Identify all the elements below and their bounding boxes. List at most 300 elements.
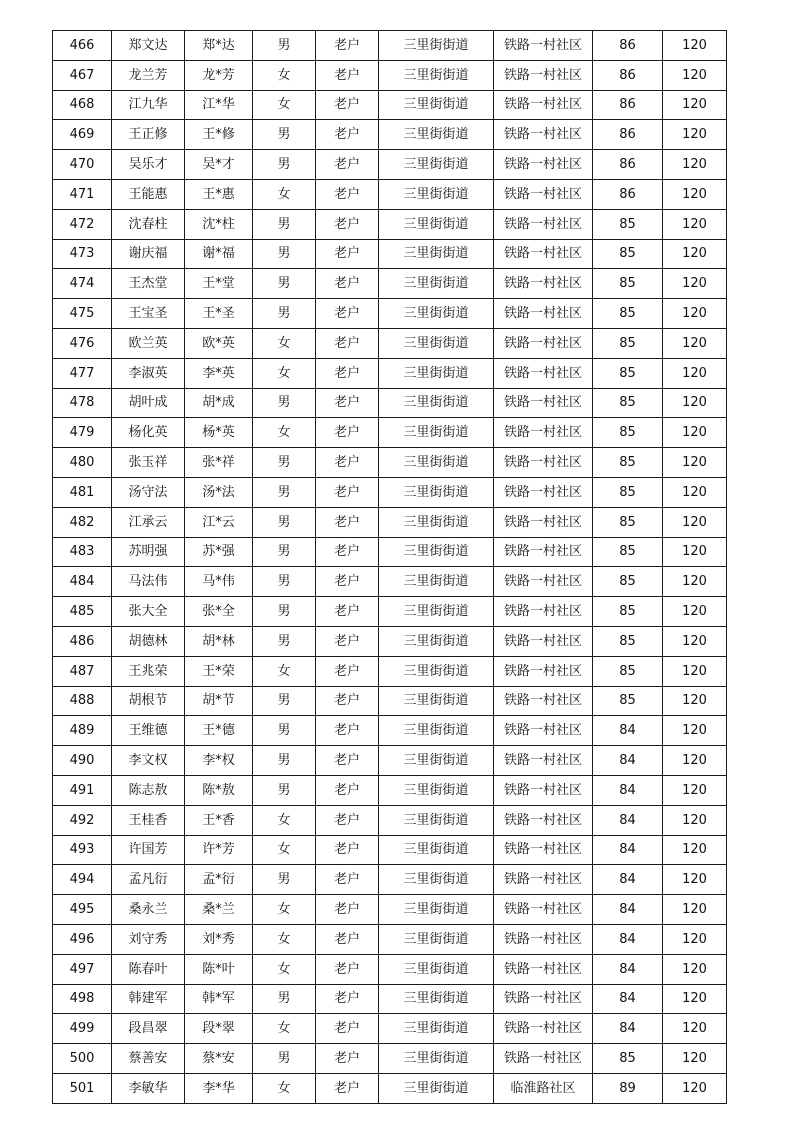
amount-cell: 120 [663, 954, 727, 984]
full-name-cell: 谢庆福 [112, 239, 185, 269]
table-row [53, 865, 727, 895]
masked-name-cell: 胡*成 [185, 388, 253, 418]
age-cell: 86 [593, 150, 663, 180]
household-type-cell: 老户 [316, 150, 379, 180]
masked-name-cell: 江*云 [185, 507, 253, 537]
gender-cell: 男 [253, 239, 316, 269]
household-type-cell: 老户 [316, 418, 379, 448]
gender-cell: 男 [253, 388, 316, 418]
household-type-cell: 老户 [316, 984, 379, 1014]
serial-number-cell: 478 [53, 388, 112, 418]
amount-cell: 120 [663, 746, 727, 776]
street-cell: 三里街街道 [379, 60, 494, 90]
street-cell: 三里街街道 [379, 686, 494, 716]
gender-cell: 女 [253, 835, 316, 865]
gender-cell: 女 [253, 1073, 316, 1103]
table-row [53, 358, 727, 388]
masked-name-cell: 江*华 [185, 90, 253, 120]
table-row [53, 269, 727, 299]
serial-number-cell: 469 [53, 120, 112, 150]
community-cell: 铁路一村社区 [494, 358, 593, 388]
community-cell: 铁路一村社区 [494, 60, 593, 90]
table-row [53, 477, 727, 507]
household-type-cell: 老户 [316, 90, 379, 120]
community-cell: 铁路一村社区 [494, 150, 593, 180]
amount-cell: 120 [663, 239, 727, 269]
table-row [53, 60, 727, 90]
masked-name-cell: 胡*林 [185, 626, 253, 656]
age-cell: 84 [593, 716, 663, 746]
full-name-cell: 刘守秀 [112, 924, 185, 954]
gender-cell: 男 [253, 626, 316, 656]
household-type-cell: 老户 [316, 924, 379, 954]
age-cell: 85 [593, 418, 663, 448]
full-name-cell: 王正修 [112, 120, 185, 150]
street-cell: 三里街街道 [379, 537, 494, 567]
serial-number-cell: 473 [53, 239, 112, 269]
serial-number-cell: 479 [53, 418, 112, 448]
community-cell: 铁路一村社区 [494, 179, 593, 209]
table-row [53, 686, 727, 716]
household-type-cell: 老户 [316, 299, 379, 329]
table-row [53, 597, 727, 627]
gender-cell: 男 [253, 865, 316, 895]
amount-cell: 120 [663, 418, 727, 448]
amount-cell: 120 [663, 895, 727, 925]
gender-cell: 女 [253, 895, 316, 925]
community-cell: 铁路一村社区 [494, 328, 593, 358]
amount-cell: 120 [663, 537, 727, 567]
masked-name-cell: 张*祥 [185, 448, 253, 478]
gender-cell: 女 [253, 418, 316, 448]
masked-name-cell: 杨*英 [185, 418, 253, 448]
gender-cell: 男 [253, 716, 316, 746]
table-row [53, 1044, 727, 1074]
community-cell: 铁路一村社区 [494, 895, 593, 925]
full-name-cell: 孟凡衍 [112, 865, 185, 895]
street-cell: 三里街街道 [379, 775, 494, 805]
masked-name-cell: 韩*军 [185, 984, 253, 1014]
masked-name-cell: 苏*强 [185, 537, 253, 567]
gender-cell: 男 [253, 746, 316, 776]
serial-number-cell: 495 [53, 895, 112, 925]
masked-name-cell: 吴*才 [185, 150, 253, 180]
masked-name-cell: 欧*英 [185, 328, 253, 358]
masked-name-cell: 张*全 [185, 597, 253, 627]
street-cell: 三里街街道 [379, 239, 494, 269]
amount-cell: 120 [663, 567, 727, 597]
community-cell: 铁路一村社区 [494, 120, 593, 150]
age-cell: 85 [593, 269, 663, 299]
street-cell: 三里街街道 [379, 597, 494, 627]
community-cell: 铁路一村社区 [494, 90, 593, 120]
community-cell: 铁路一村社区 [494, 567, 593, 597]
table-row [53, 90, 727, 120]
full-name-cell: 陈志敖 [112, 775, 185, 805]
household-type-cell: 老户 [316, 1073, 379, 1103]
amount-cell: 120 [663, 358, 727, 388]
street-cell: 三里街街道 [379, 150, 494, 180]
household-type-cell: 老户 [316, 328, 379, 358]
age-cell: 85 [593, 239, 663, 269]
masked-name-cell: 王*香 [185, 805, 253, 835]
gender-cell: 女 [253, 60, 316, 90]
age-cell: 85 [593, 686, 663, 716]
full-name-cell: 陈春叶 [112, 954, 185, 984]
age-cell: 84 [593, 865, 663, 895]
amount-cell: 120 [663, 924, 727, 954]
street-cell: 三里街街道 [379, 865, 494, 895]
serial-number-cell: 493 [53, 835, 112, 865]
age-cell: 85 [593, 656, 663, 686]
age-cell: 85 [593, 1044, 663, 1074]
household-type-cell: 老户 [316, 1044, 379, 1074]
amount-cell: 120 [663, 656, 727, 686]
table-row [53, 418, 727, 448]
serial-number-cell: 476 [53, 328, 112, 358]
community-cell: 铁路一村社区 [494, 805, 593, 835]
serial-number-cell: 499 [53, 1014, 112, 1044]
community-cell: 铁路一村社区 [494, 984, 593, 1014]
household-type-cell: 老户 [316, 626, 379, 656]
masked-name-cell: 王*荣 [185, 656, 253, 686]
age-cell: 85 [593, 358, 663, 388]
age-cell: 84 [593, 895, 663, 925]
age-cell: 86 [593, 60, 663, 90]
age-cell: 85 [593, 567, 663, 597]
serial-number-cell: 472 [53, 209, 112, 239]
masked-name-cell: 郑*达 [185, 31, 253, 61]
gender-cell: 男 [253, 507, 316, 537]
full-name-cell: 胡叶成 [112, 388, 185, 418]
serial-number-cell: 488 [53, 686, 112, 716]
full-name-cell: 韩建军 [112, 984, 185, 1014]
table-row [53, 656, 727, 686]
community-cell: 铁路一村社区 [494, 865, 593, 895]
masked-name-cell: 王*修 [185, 120, 253, 150]
age-cell: 85 [593, 299, 663, 329]
street-cell: 三里街街道 [379, 716, 494, 746]
amount-cell: 120 [663, 269, 727, 299]
community-cell: 铁路一村社区 [494, 507, 593, 537]
street-cell: 三里街街道 [379, 388, 494, 418]
amount-cell: 120 [663, 31, 727, 61]
table-row [53, 954, 727, 984]
serial-number-cell: 494 [53, 865, 112, 895]
table-row [53, 567, 727, 597]
community-cell: 铁路一村社区 [494, 597, 593, 627]
amount-cell: 120 [663, 328, 727, 358]
table-row [53, 239, 727, 269]
table-row [53, 328, 727, 358]
age-cell: 86 [593, 90, 663, 120]
masked-name-cell: 许*芳 [185, 835, 253, 865]
street-cell: 三里街街道 [379, 954, 494, 984]
masked-name-cell: 谢*福 [185, 239, 253, 269]
table-row [53, 179, 727, 209]
full-name-cell: 沈春柱 [112, 209, 185, 239]
community-cell: 铁路一村社区 [494, 477, 593, 507]
masked-name-cell: 李*英 [185, 358, 253, 388]
street-cell: 三里街街道 [379, 448, 494, 478]
table-row [53, 1014, 727, 1044]
age-cell: 85 [593, 537, 663, 567]
serial-number-cell: 492 [53, 805, 112, 835]
age-cell: 85 [593, 626, 663, 656]
masked-name-cell: 胡*节 [185, 686, 253, 716]
masked-name-cell: 孟*衍 [185, 865, 253, 895]
street-cell: 三里街街道 [379, 120, 494, 150]
full-name-cell: 吴乐才 [112, 150, 185, 180]
masked-name-cell: 沈*柱 [185, 209, 253, 239]
amount-cell: 120 [663, 626, 727, 656]
gender-cell: 男 [253, 537, 316, 567]
serial-number-cell: 477 [53, 358, 112, 388]
table-row [53, 626, 727, 656]
gender-cell: 男 [253, 1044, 316, 1074]
community-cell: 铁路一村社区 [494, 31, 593, 61]
masked-name-cell: 李*权 [185, 746, 253, 776]
community-cell: 铁路一村社区 [494, 388, 593, 418]
community-cell: 铁路一村社区 [494, 1044, 593, 1074]
community-cell: 铁路一村社区 [494, 448, 593, 478]
community-cell: 铁路一村社区 [494, 954, 593, 984]
full-name-cell: 王杰堂 [112, 269, 185, 299]
table-row [53, 805, 727, 835]
street-cell: 三里街街道 [379, 835, 494, 865]
gender-cell: 男 [253, 299, 316, 329]
street-cell: 三里街街道 [379, 31, 494, 61]
masked-name-cell: 段*翠 [185, 1014, 253, 1044]
amount-cell: 120 [663, 865, 727, 895]
full-name-cell: 桑永兰 [112, 895, 185, 925]
table-row [53, 984, 727, 1014]
gender-cell: 男 [253, 209, 316, 239]
gender-cell: 男 [253, 567, 316, 597]
street-cell: 三里街街道 [379, 924, 494, 954]
street-cell: 三里街街道 [379, 895, 494, 925]
age-cell: 85 [593, 209, 663, 239]
serial-number-cell: 466 [53, 31, 112, 61]
household-type-cell: 老户 [316, 656, 379, 686]
community-cell: 铁路一村社区 [494, 716, 593, 746]
household-type-cell: 老户 [316, 895, 379, 925]
masked-name-cell: 王*圣 [185, 299, 253, 329]
amount-cell: 120 [663, 60, 727, 90]
table-row [53, 537, 727, 567]
community-cell: 铁路一村社区 [494, 418, 593, 448]
full-name-cell: 杨化英 [112, 418, 185, 448]
full-name-cell: 李文权 [112, 746, 185, 776]
household-type-cell: 老户 [316, 716, 379, 746]
table-row [53, 895, 727, 925]
age-cell: 86 [593, 120, 663, 150]
serial-number-cell: 489 [53, 716, 112, 746]
serial-number-cell: 487 [53, 656, 112, 686]
amount-cell: 120 [663, 388, 727, 418]
community-cell: 临淮路社区 [494, 1073, 593, 1103]
table-row [53, 775, 727, 805]
gender-cell: 男 [253, 477, 316, 507]
amount-cell: 120 [663, 775, 727, 805]
household-type-cell: 老户 [316, 31, 379, 61]
serial-number-cell: 485 [53, 597, 112, 627]
community-cell: 铁路一村社区 [494, 1014, 593, 1044]
serial-number-cell: 491 [53, 775, 112, 805]
street-cell: 三里街街道 [379, 328, 494, 358]
masked-name-cell: 王*惠 [185, 179, 253, 209]
full-name-cell: 王桂香 [112, 805, 185, 835]
community-cell: 铁路一村社区 [494, 924, 593, 954]
full-name-cell: 蔡善安 [112, 1044, 185, 1074]
amount-cell: 120 [663, 805, 727, 835]
serial-number-cell: 497 [53, 954, 112, 984]
gender-cell: 女 [253, 805, 316, 835]
community-cell: 铁路一村社区 [494, 209, 593, 239]
serial-number-cell: 474 [53, 269, 112, 299]
full-name-cell: 江九华 [112, 90, 185, 120]
amount-cell: 120 [663, 179, 727, 209]
full-name-cell: 王能惠 [112, 179, 185, 209]
serial-number-cell: 468 [53, 90, 112, 120]
street-cell: 三里街街道 [379, 1044, 494, 1074]
amount-cell: 120 [663, 597, 727, 627]
street-cell: 三里街街道 [379, 507, 494, 537]
street-cell: 三里街街道 [379, 477, 494, 507]
masked-name-cell: 桑*兰 [185, 895, 253, 925]
table-row [53, 716, 727, 746]
masked-name-cell: 陈*叶 [185, 954, 253, 984]
amount-cell: 120 [663, 716, 727, 746]
full-name-cell: 苏明强 [112, 537, 185, 567]
gender-cell: 女 [253, 954, 316, 984]
street-cell: 三里街街道 [379, 626, 494, 656]
serial-number-cell: 480 [53, 448, 112, 478]
amount-cell: 120 [663, 984, 727, 1014]
gender-cell: 男 [253, 775, 316, 805]
community-cell: 铁路一村社区 [494, 239, 593, 269]
street-cell: 三里街街道 [379, 1014, 494, 1044]
masked-name-cell: 汤*法 [185, 477, 253, 507]
age-cell: 85 [593, 328, 663, 358]
gender-cell: 女 [253, 179, 316, 209]
data-table [52, 30, 727, 1104]
household-type-cell: 老户 [316, 775, 379, 805]
household-type-cell: 老户 [316, 60, 379, 90]
serial-number-cell: 482 [53, 507, 112, 537]
household-type-cell: 老户 [316, 835, 379, 865]
serial-number-cell: 467 [53, 60, 112, 90]
household-type-cell: 老户 [316, 358, 379, 388]
full-name-cell: 张大全 [112, 597, 185, 627]
household-type-cell: 老户 [316, 686, 379, 716]
gender-cell: 男 [253, 150, 316, 180]
table-row [53, 746, 727, 776]
community-cell: 铁路一村社区 [494, 269, 593, 299]
community-cell: 铁路一村社区 [494, 746, 593, 776]
gender-cell: 男 [253, 269, 316, 299]
household-type-cell: 老户 [316, 567, 379, 597]
table-row [53, 924, 727, 954]
household-type-cell: 老户 [316, 1014, 379, 1044]
age-cell: 84 [593, 805, 663, 835]
household-type-cell: 老户 [316, 537, 379, 567]
amount-cell: 120 [663, 209, 727, 239]
gender-cell: 男 [253, 984, 316, 1014]
household-type-cell: 老户 [316, 120, 379, 150]
table-row [53, 835, 727, 865]
street-cell: 三里街街道 [379, 805, 494, 835]
serial-number-cell: 481 [53, 477, 112, 507]
table-body [53, 31, 727, 1104]
gender-cell: 男 [253, 448, 316, 478]
gender-cell: 男 [253, 686, 316, 716]
masked-name-cell: 蔡*安 [185, 1044, 253, 1074]
age-cell: 85 [593, 388, 663, 418]
full-name-cell: 张玉祥 [112, 448, 185, 478]
table-row [53, 120, 727, 150]
age-cell: 84 [593, 954, 663, 984]
full-name-cell: 江承云 [112, 507, 185, 537]
full-name-cell: 龙兰芳 [112, 60, 185, 90]
household-type-cell: 老户 [316, 269, 379, 299]
household-type-cell: 老户 [316, 388, 379, 418]
table-row [53, 209, 727, 239]
serial-number-cell: 475 [53, 299, 112, 329]
masked-name-cell: 马*伟 [185, 567, 253, 597]
community-cell: 铁路一村社区 [494, 775, 593, 805]
gender-cell: 女 [253, 1014, 316, 1044]
age-cell: 86 [593, 31, 663, 61]
street-cell: 三里街街道 [379, 746, 494, 776]
amount-cell: 120 [663, 686, 727, 716]
street-cell: 三里街街道 [379, 418, 494, 448]
amount-cell: 120 [663, 835, 727, 865]
street-cell: 三里街街道 [379, 567, 494, 597]
gender-cell: 男 [253, 597, 316, 627]
age-cell: 86 [593, 179, 663, 209]
age-cell: 84 [593, 775, 663, 805]
table-row [53, 388, 727, 418]
household-type-cell: 老户 [316, 597, 379, 627]
gender-cell: 女 [253, 328, 316, 358]
age-cell: 85 [593, 448, 663, 478]
serial-number-cell: 483 [53, 537, 112, 567]
amount-cell: 120 [663, 90, 727, 120]
street-cell: 三里街街道 [379, 358, 494, 388]
age-cell: 84 [593, 1014, 663, 1044]
serial-number-cell: 484 [53, 567, 112, 597]
gender-cell: 女 [253, 656, 316, 686]
serial-number-cell: 490 [53, 746, 112, 776]
community-cell: 铁路一村社区 [494, 299, 593, 329]
full-name-cell: 汤守法 [112, 477, 185, 507]
age-cell: 84 [593, 984, 663, 1014]
street-cell: 三里街街道 [379, 179, 494, 209]
table-row [53, 299, 727, 329]
masked-name-cell: 陈*敖 [185, 775, 253, 805]
amount-cell: 120 [663, 150, 727, 180]
serial-number-cell: 500 [53, 1044, 112, 1074]
amount-cell: 120 [663, 477, 727, 507]
age-cell: 85 [593, 507, 663, 537]
amount-cell: 120 [663, 448, 727, 478]
household-type-cell: 老户 [316, 954, 379, 984]
full-name-cell: 胡德林 [112, 626, 185, 656]
full-name-cell: 郑文达 [112, 31, 185, 61]
gender-cell: 男 [253, 31, 316, 61]
household-type-cell: 老户 [316, 448, 379, 478]
